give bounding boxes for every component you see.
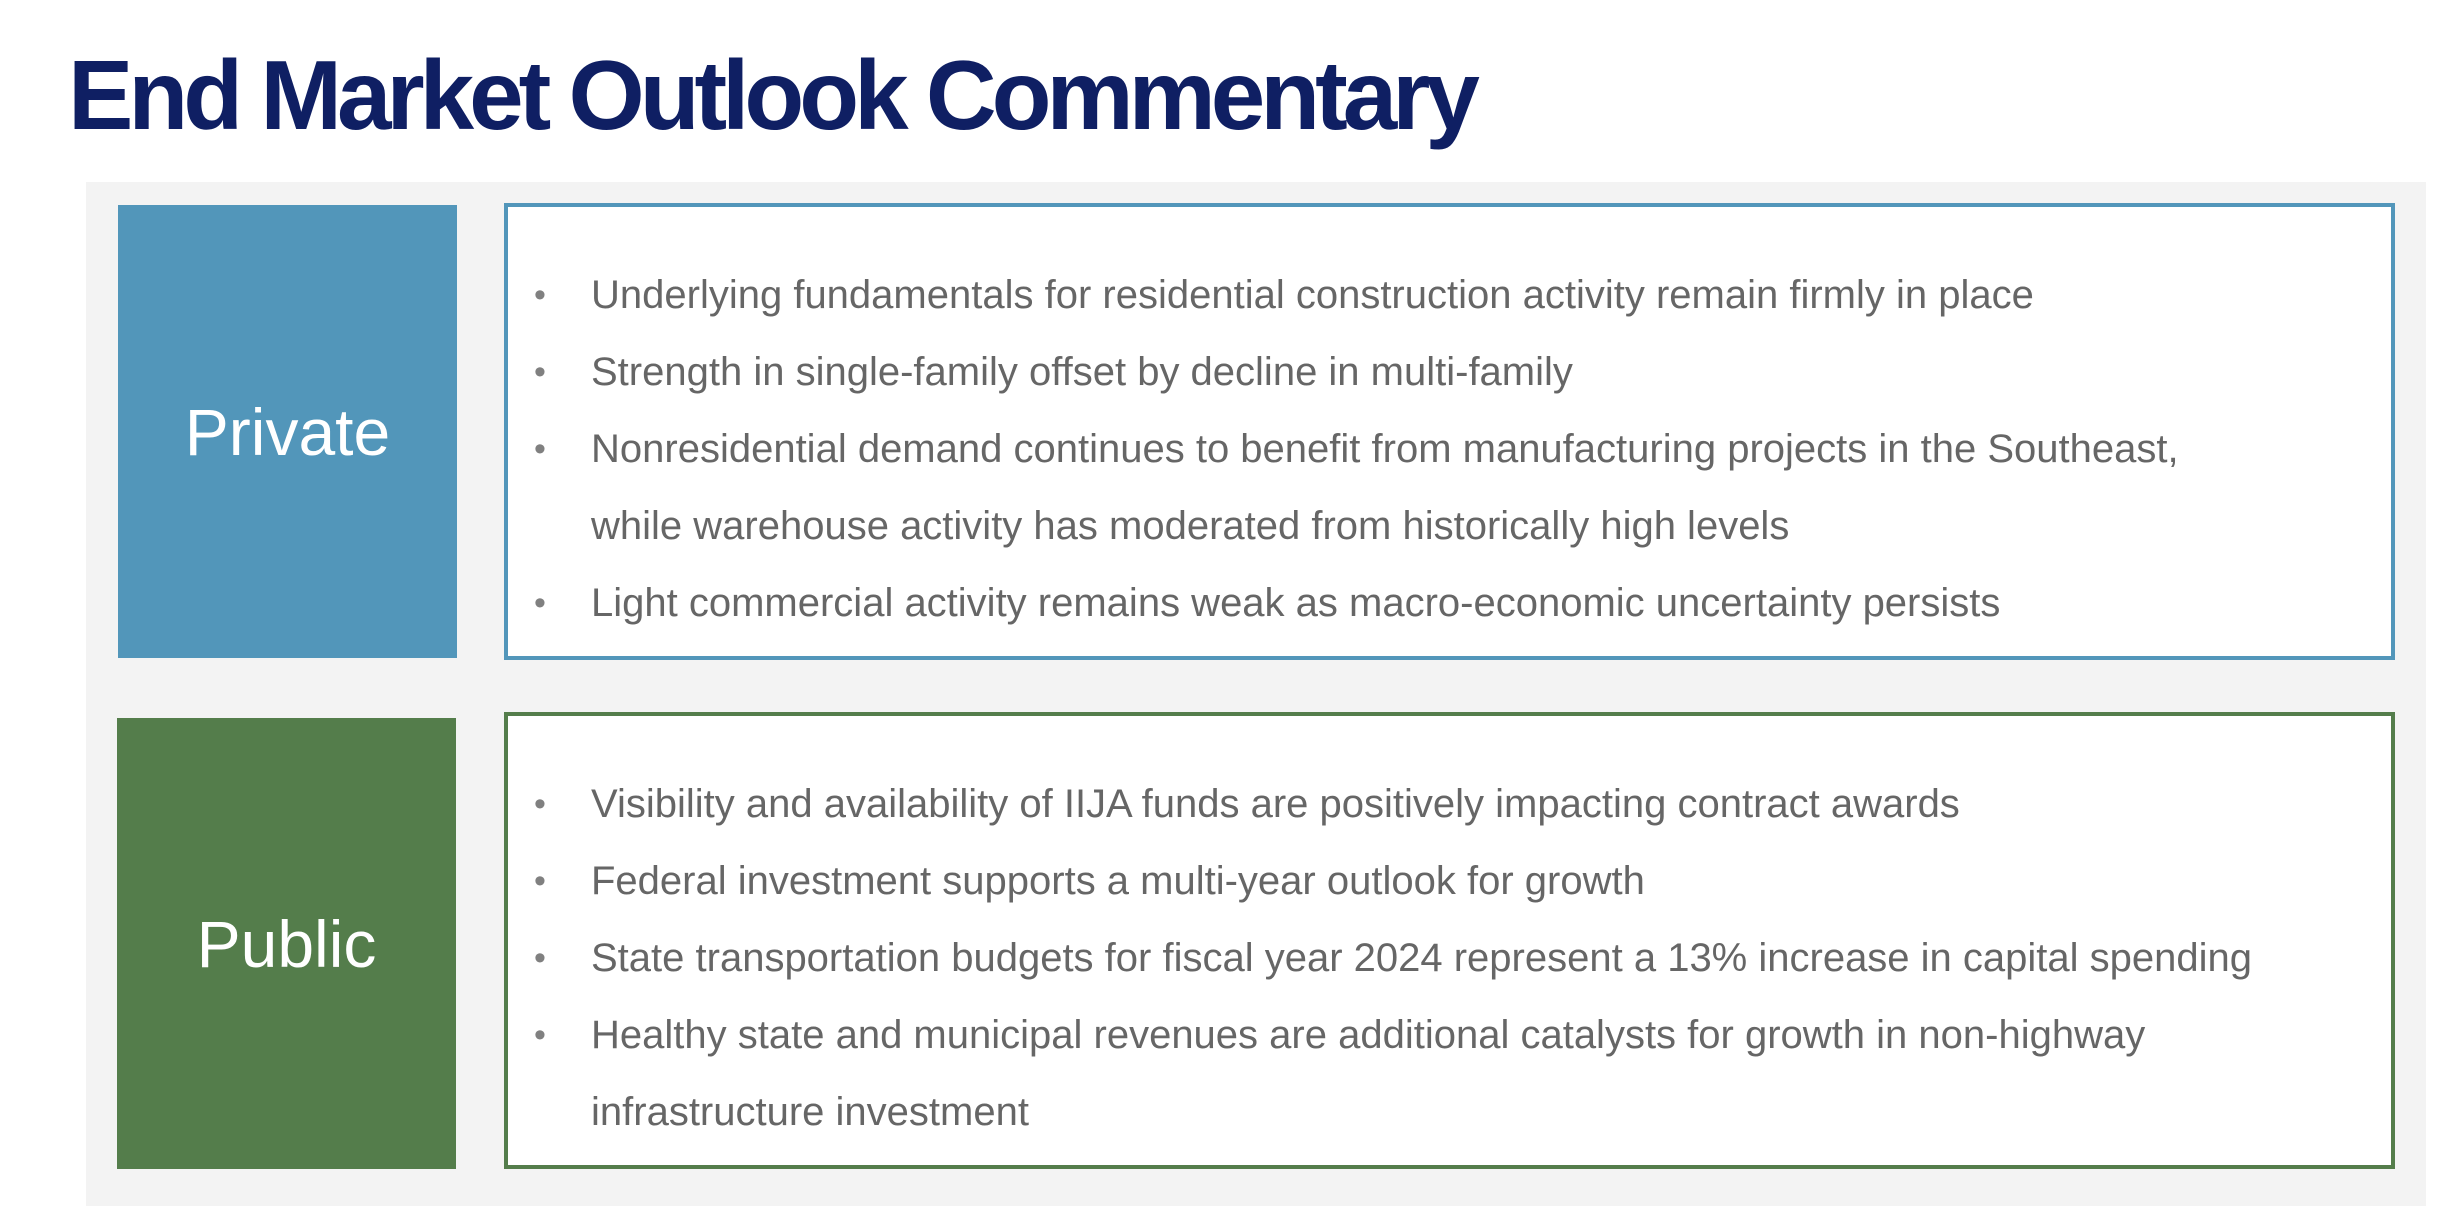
- bullet-text: Light commercial activity remains weak as macro-economic uncertainty persists: [591, 581, 2001, 625]
- private-bullet-3: [530, 411, 2371, 565]
- public-bullet-1: [530, 766, 2371, 843]
- private-section-label: [118, 205, 457, 658]
- private-bullet-list: [530, 257, 2371, 642]
- private-label-text: Private: [184, 394, 391, 469]
- private-bullet-1: [530, 257, 2371, 334]
- bullet-text: Healthy state and municipal revenues are additional catalysts for growth in non-highway: [591, 1013, 2146, 1057]
- page-title: End Market Outlook Commentary: [68, 40, 1475, 150]
- bullet-text: State transportation budgets for fiscal year 2024 represent a 13% increase in capital spending: [591, 936, 2253, 980]
- public-bullet-4: [530, 997, 2371, 1151]
- bullet-text: Visibility and availability of IIJA funds are positively impacting contract awards: [591, 782, 1960, 826]
- bullet-text-continued: while warehouse activity has moderated from historically high levels: [591, 504, 1790, 548]
- bullet-text: Underlying fundamentals for residential construction activity remain firmly in place: [591, 273, 2034, 317]
- private-commentary-box: [504, 203, 2395, 660]
- bullet-dot-icon: •: [534, 584, 546, 622]
- public-bullet-list: [530, 766, 2371, 1151]
- bullet-dot-icon: •: [534, 1016, 546, 1054]
- bullet-text: Strength in single-family offset by decline in multi-family: [591, 350, 1573, 394]
- public-bullet-3: [530, 920, 2371, 997]
- bullet-text: Federal investment supports a multi-year outlook for growth: [591, 859, 1645, 903]
- private-bullet-4: [530, 565, 2371, 642]
- bullet-dot-icon: •: [534, 430, 546, 468]
- bullet-dot-icon: •: [534, 862, 546, 900]
- public-commentary-box: [504, 712, 2395, 1169]
- bullet-text: Nonresidential demand continues to benefit from manufacturing projects in the Southeast,: [591, 427, 2179, 471]
- private-bullet-2: [530, 334, 2371, 411]
- bullet-dot-icon: •: [534, 785, 546, 823]
- public-section-label: [117, 718, 456, 1169]
- bullet-dot-icon: •: [534, 353, 546, 391]
- bullet-text-continued: infrastructure investment: [591, 1090, 1029, 1134]
- public-label-text: Public: [196, 906, 377, 981]
- public-bullet-2: [530, 843, 2371, 920]
- bullet-dot-icon: •: [534, 276, 546, 314]
- bullet-dot-icon: •: [534, 939, 546, 977]
